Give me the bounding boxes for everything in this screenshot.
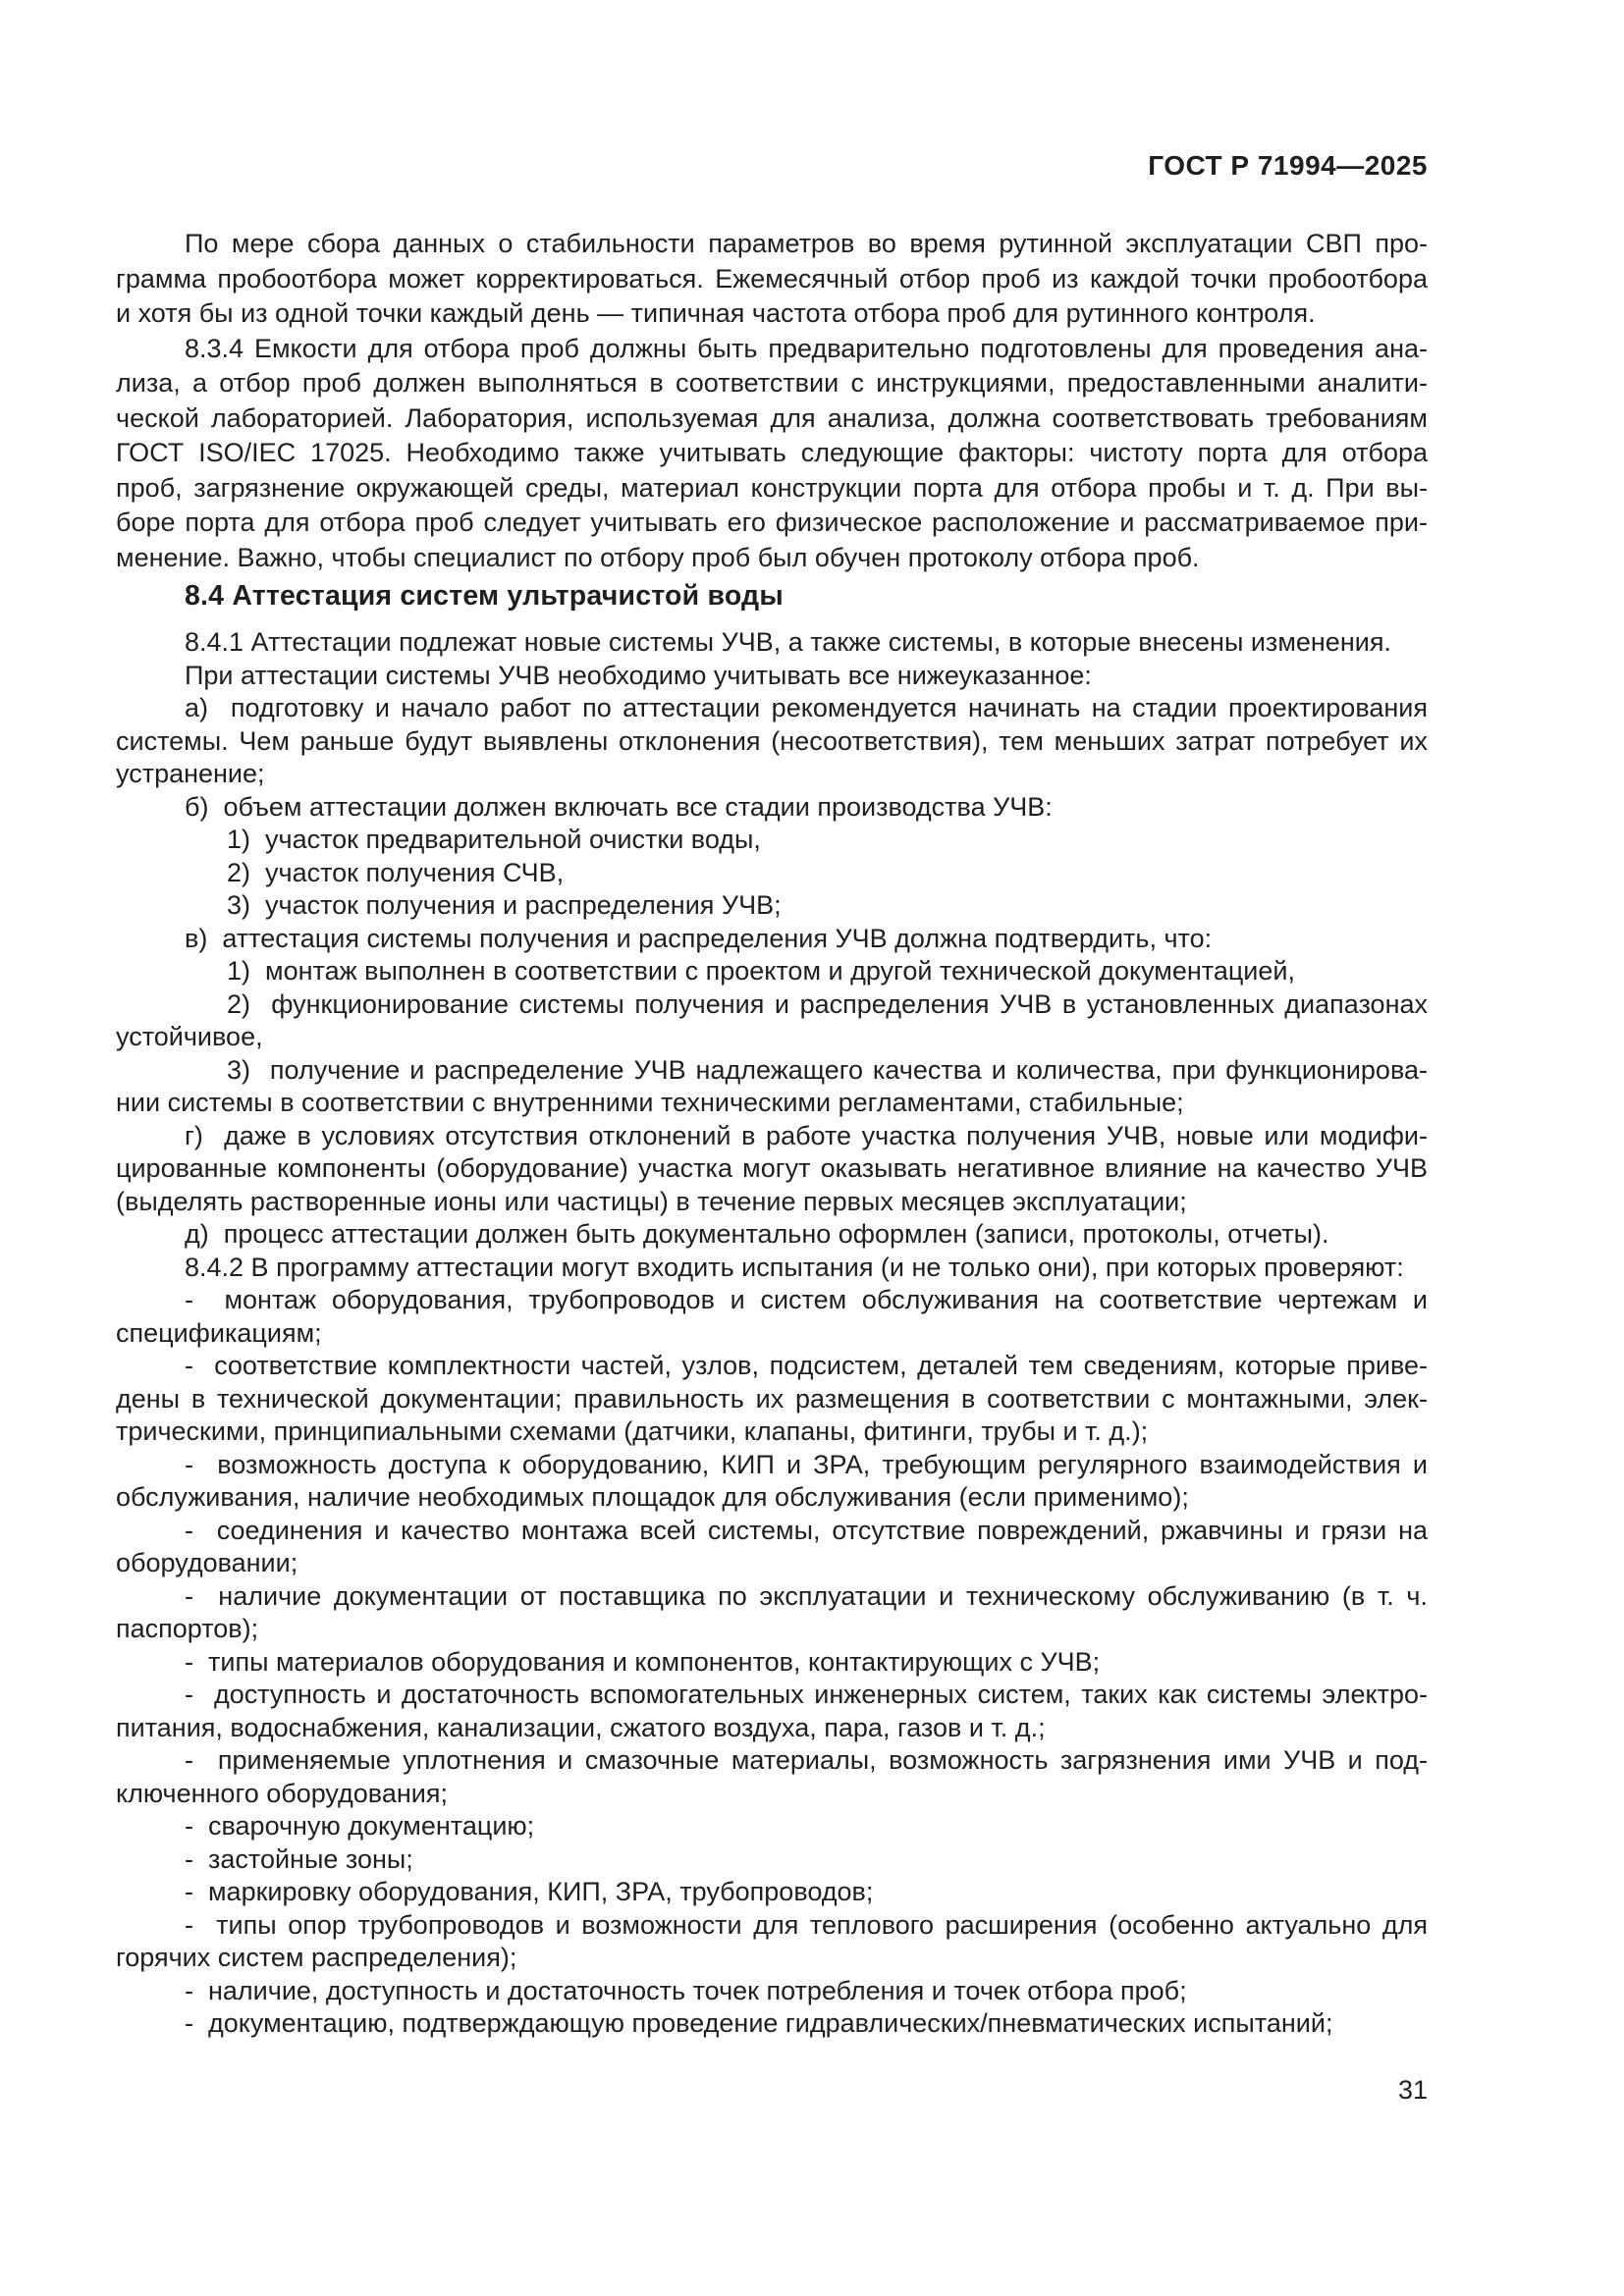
text-line: проб, загрязнение окружающей среды, материал конструкции порта для отбора пробы и т. д. При вы- [116,472,1428,503]
text-line: - доступность и достаточность вспомогательных инженерных систем, таких как системы электро- [185,1680,1428,1709]
text-line: боре порта для отбора проб следует учитывать его физическое расположение и рассматриваемое при- [116,507,1428,537]
text-line: 1) участок предварительной очистки воды, [227,825,761,854]
text-line: - сварочную документацию; [185,1811,535,1841]
text-line: питания, водоснабжения, канализации, сжатого воздуха, пара, газов и т. д.; [116,1712,1046,1742]
page-number: 31 [1397,2075,1428,2105]
text-block [116,626,1428,2041]
text-line: спецификациям; [116,1317,322,1348]
text-line: 2) участок получения СЧВ, [227,857,565,887]
text-line: ческой лабораторией. Лаборатория, используемая для анализа, должна соответствовать требованиям [116,402,1428,433]
section-heading: 8.4 Аттестация систем ультрачистой воды [185,580,784,612]
text-line: 8.4.1 Аттестации подлежат новые системы УЧВ, а также системы, в которые внесены изменения. [185,627,1391,657]
text-line: ГОСТ ISO/IEC 17025. Необходимо также учитывать следующие факторы: чистоту порта для отбора [116,438,1428,467]
text-line: По мере сбора данных о стабильности параметров во время рутинной эксплуатации СВП про- [185,229,1428,258]
text-line: - соответствие комплектности частей, узлов, подсистем, деталей тем сведениям, которые приве- [185,1351,1428,1380]
text-line: горячих систем распределения); [116,1943,517,1972]
text-line: устранение; [116,759,265,788]
text-line: - типы материалов оборудования и компонентов, контактирующих с УЧВ; [185,1646,1101,1677]
page-header [116,149,1428,183]
text-line: При аттестации системы УЧВ необходимо учитывать все нижеуказанное: [185,660,1092,690]
text-line: паспортов); [116,1614,259,1643]
text-line: дены в технической документации; правильность их размещения в соответствии с монтажными, элек- [116,1383,1428,1414]
text-line: устойчивое, [116,1022,263,1051]
text-line: грамма пробоотбора может корректироваться. Ежемесячный отбор проб из каждой точки пробоотбора [116,263,1428,294]
text-line: оборудовании; [116,1548,298,1577]
text-line: - применяемые уплотнения и смазочные материалы, возможность загрязнения ими УЧВ и под- [185,1745,1428,1775]
text-line: - маркировку оборудования, КИП, ЗРА, трубопроводов; [185,1877,874,1906]
text-line: обслуживания, наличие необходимых площадок для обслуживания (если применимо); [116,1482,1189,1512]
text-line: системы. Чем раньше будут выявлены отклонения (несоответствия), тем меньших затрат потребует их [116,725,1428,756]
text-line: (выделять растворенные ионы или частицы) в течение первых месяцев эксплуатации; [116,1186,1187,1216]
text-line: г) даже в условиях отсутствия отклонений в работе участка получения УЧВ, новые или модифи- [185,1120,1428,1150]
text-line: трическими, принципиальными схемами (датчики, клапаны, фитинги, трубы и т. д.); [116,1416,1149,1446]
text-line: в) аттестация системы получения и распределения УЧВ должна подтвердить, что: [185,923,1213,953]
doc-number: ГОСТ Р 71994—2025 [1148,150,1428,181]
text-block [116,227,1428,575]
text-line: 1) монтаж выполнен в соответствии с проектом и другой технической документацией, [227,956,1295,986]
page-footer [116,2073,1428,2107]
text-line: - наличие, доступность и достаточность точек потребления и точек отбора проб; [185,1975,1187,2005]
text-line: - наличие документации от поставщика по эксплуатации и техническому обслуживанию (в т. ч. [185,1580,1428,1611]
text-line: - монтаж оборудования, трубопроводов и систем обслуживания на соответствие чертежам и [185,1285,1428,1314]
text-line: 8.3.4 Емкости для отбора проб должны быть предварительно подготовлены для проведения ана- [185,333,1428,363]
text-line: - возможность доступа к оборудованию, КИП и ЗРА, требующим регулярного взаимодействия и [185,1449,1428,1479]
text-line: цированные компоненты (оборудование) участка могут оказывать негативное влияние на качество УЧВ [116,1153,1428,1183]
text-line: д) процесс аттестации должен быть документально оформлен (записи, протоколы, отчеты). [185,1219,1329,1249]
text-line: - типы опор трубопроводов и возможности для теплового расширения (особенно актуально для [185,1909,1428,1940]
text-line: ключенного оборудования; [116,1778,448,1808]
text-line: - документацию, подтверждающую проведение гидравлических/пневматических испытаний; [185,2008,1333,2038]
text-line: 8.4.2 В программу аттестации могут входить испытания (и не только они), при которых проверяют: [185,1252,1404,1282]
text-line: а) подготовку и начало работ по аттестации рекомендуется начинать на стадии проектирования [185,693,1428,722]
text-line: - застойные зоны; [185,1843,413,1874]
text-line: б) объем аттестации должен включать все стадии производства УЧВ: [185,791,1053,822]
text-line: - соединения и качество монтажа всей системы, отсутствие повреждений, ржавчины и грязи на [185,1515,1428,1545]
text-line: менение. Важно, чтобы специалист по отбору проб был обучен протоколу отбора проб. [116,542,1200,572]
text-line: лиза, а отбор проб должен выполняться в соответствии с инструкциями, предоставленными аналити- [116,368,1428,398]
text-line: 2) функционирование системы получения и распределения УЧВ в установленных диапазонах [227,988,1428,1019]
text-line: и хотя бы из одной точки каждый день — типичная частота отбора проб для рутинного контроля. [116,298,1316,328]
text-line: нии системы в соответствии с внутренними техническими регламентами, стабильные; [116,1088,1184,1117]
text-line: 3) получение и распределение УЧВ надлежащего качества и количества, при функционирова- [227,1054,1428,1085]
text-line: 3) участок получения и распределения УЧВ; [227,890,782,920]
document-content [116,227,1428,2041]
